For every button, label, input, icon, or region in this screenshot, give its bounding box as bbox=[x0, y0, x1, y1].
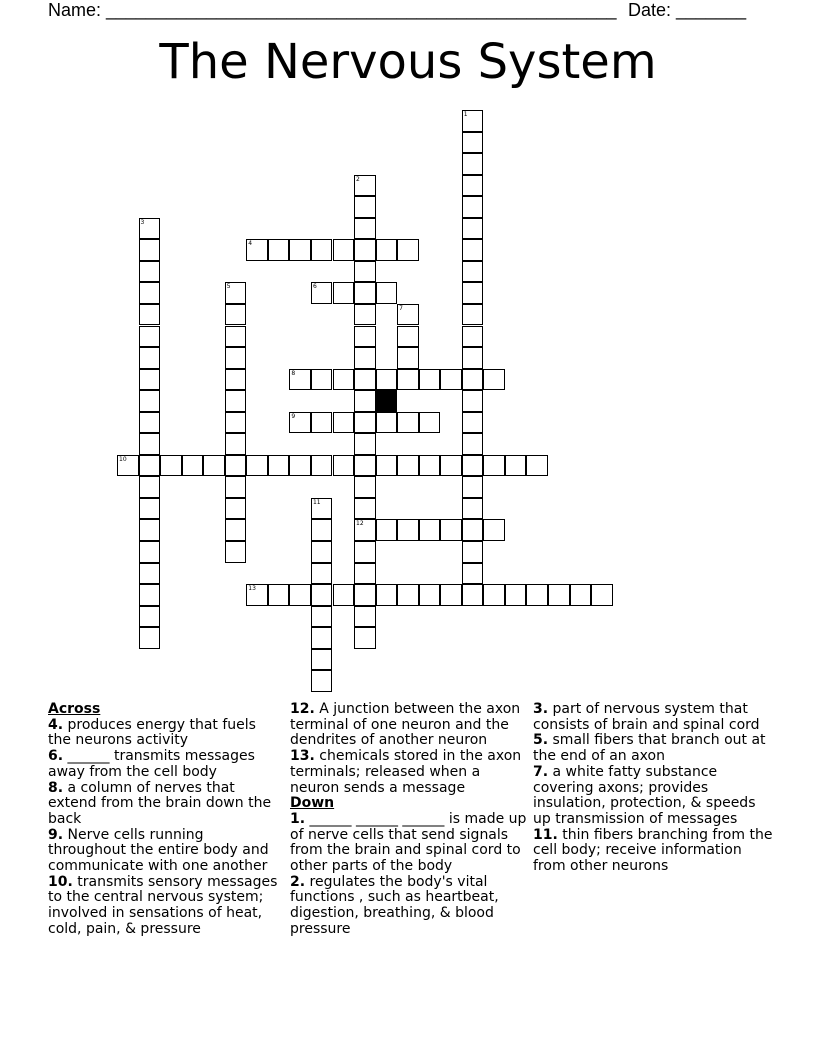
clue-across-13: 13. chemicals stored in the axon terminals; released when a neuron sends a message bbox=[290, 748, 522, 796]
grid-cell[interactable] bbox=[139, 239, 161, 261]
grid-cell[interactable] bbox=[333, 369, 355, 391]
grid-cell[interactable] bbox=[139, 261, 161, 283]
grid-cell[interactable] bbox=[462, 175, 484, 197]
grid-cell[interactable] bbox=[483, 369, 505, 391]
grid-cell[interactable] bbox=[397, 239, 419, 261]
grid-cell[interactable] bbox=[139, 390, 161, 412]
grid-cell[interactable] bbox=[311, 519, 333, 541]
grid-cell[interactable] bbox=[354, 412, 376, 434]
grid-cell[interactable] bbox=[225, 433, 247, 455]
clue-number: 9 bbox=[291, 412, 296, 420]
clue-across-10: 10. transmits sensory messages to the central nervous system; involved in sensations of heat, cold, pain, & pressure bbox=[48, 873, 278, 937]
grid-cell[interactable] bbox=[419, 369, 441, 391]
grid-cell[interactable] bbox=[462, 584, 484, 606]
grid-cell[interactable] bbox=[268, 455, 290, 477]
grid-cell[interactable] bbox=[225, 541, 247, 563]
down-heading: Down bbox=[290, 795, 335, 812]
black-cell bbox=[376, 390, 398, 412]
grid-cell[interactable] bbox=[397, 347, 419, 369]
grid-cell[interactable] bbox=[526, 455, 548, 477]
grid-cell[interactable] bbox=[225, 498, 247, 520]
grid-cell[interactable] bbox=[225, 455, 247, 477]
across-heading: Across bbox=[48, 701, 101, 717]
grid-cell[interactable] bbox=[354, 369, 376, 391]
clue-across-12: 12. A junction between the axon terminal of one neuron and the dendrites of another neuron bbox=[290, 701, 521, 749]
grid-cell[interactable] bbox=[376, 369, 398, 391]
grid-cell[interactable] bbox=[462, 563, 484, 585]
clue-number: 12 bbox=[356, 520, 364, 528]
clue-down-2: 2. regulates the body's vital functions , such as heartbeat, digestion, breathing, & blood pressure bbox=[290, 873, 499, 937]
grid-cell[interactable] bbox=[139, 541, 161, 563]
grid-cell[interactable] bbox=[462, 541, 484, 563]
grid-cell[interactable] bbox=[462, 476, 484, 498]
clue-number: 4 bbox=[248, 240, 253, 248]
grid-cell[interactable] bbox=[311, 455, 333, 477]
clue-number: 6 bbox=[312, 283, 317, 291]
grid-cell[interactable] bbox=[354, 239, 376, 261]
grid-cell[interactable] bbox=[462, 218, 484, 240]
grid-cell[interactable] bbox=[354, 584, 376, 606]
grid-cell[interactable] bbox=[139, 476, 161, 498]
grid-cell[interactable] bbox=[462, 412, 484, 434]
grid-cell[interactable] bbox=[354, 433, 376, 455]
grid-cell[interactable] bbox=[462, 239, 484, 261]
grid-cell[interactable] bbox=[246, 455, 268, 477]
clue-down-5: 5. small fibers that branch out at the end of an axon bbox=[533, 732, 766, 765]
grid-cell[interactable] bbox=[397, 369, 419, 391]
name-field[interactable]: Name: ___________________________________________________ bbox=[48, 0, 617, 20]
grid-cell[interactable] bbox=[139, 519, 161, 541]
clue-number: 13 bbox=[248, 585, 256, 593]
grid-cell[interactable] bbox=[462, 261, 484, 283]
grid-cell[interactable] bbox=[182, 455, 204, 477]
grid-cell[interactable] bbox=[462, 347, 484, 369]
grid-cell[interactable] bbox=[376, 519, 398, 541]
clue-across-6: 6. ______ transmits messages away from the cell body bbox=[48, 748, 255, 780]
grid-cell[interactable] bbox=[311, 670, 333, 692]
grid-cell[interactable] bbox=[419, 519, 441, 541]
grid-cell[interactable] bbox=[354, 196, 376, 218]
page-title: The Nervous System bbox=[159, 34, 657, 90]
clue-number: 8 bbox=[291, 369, 296, 377]
clue-number: 2 bbox=[356, 175, 360, 183]
grid-cell[interactable] bbox=[225, 326, 247, 348]
grid-cell[interactable] bbox=[311, 369, 333, 391]
grid-cell[interactable] bbox=[139, 282, 161, 304]
grid-cell[interactable] bbox=[376, 282, 398, 304]
grid-cell[interactable] bbox=[354, 563, 376, 585]
grid-cell[interactable] bbox=[225, 476, 247, 498]
grid-cell[interactable] bbox=[333, 584, 355, 606]
grid-cell[interactable] bbox=[311, 239, 333, 261]
grid-cell[interactable] bbox=[289, 239, 311, 261]
grid-cell[interactable] bbox=[440, 369, 462, 391]
grid-cell[interactable] bbox=[548, 584, 570, 606]
grid-cell[interactable] bbox=[570, 584, 592, 606]
grid-cell[interactable] bbox=[462, 498, 484, 520]
grid-cell[interactable] bbox=[139, 412, 161, 434]
clues-column-3 bbox=[533, 702, 773, 875]
grid-cell[interactable] bbox=[440, 584, 462, 606]
grid-cell[interactable] bbox=[268, 239, 290, 261]
grid-cell[interactable] bbox=[225, 519, 247, 541]
grid-cell[interactable] bbox=[376, 239, 398, 261]
grid-cell[interactable] bbox=[354, 218, 376, 240]
grid-cell[interactable] bbox=[462, 304, 484, 326]
grid-cell[interactable] bbox=[139, 304, 161, 326]
grid-cell[interactable] bbox=[462, 390, 484, 412]
grid-cell[interactable] bbox=[462, 369, 484, 391]
grid-cell[interactable] bbox=[139, 369, 161, 391]
grid-cell[interactable] bbox=[419, 584, 441, 606]
grid-cell[interactable] bbox=[354, 476, 376, 498]
grid-cell[interactable] bbox=[354, 627, 376, 649]
grid-cell[interactable] bbox=[139, 455, 161, 477]
grid-cell[interactable] bbox=[526, 584, 548, 606]
grid-cell[interactable] bbox=[333, 239, 355, 261]
grid-cell[interactable] bbox=[160, 455, 182, 477]
clue-down-1: 1. ______ ______ ______ is made up of nerve cells that send signals from the brain and spinal cord to other parts of the body bbox=[290, 810, 527, 875]
grid-cell[interactable] bbox=[139, 563, 161, 585]
clue-number: 3 bbox=[140, 218, 145, 226]
grid-cell[interactable] bbox=[505, 584, 527, 606]
grid-cell[interactable] bbox=[311, 649, 333, 671]
clues-column-1 bbox=[48, 702, 280, 938]
grid-cell[interactable] bbox=[397, 584, 419, 606]
grid-cell[interactable] bbox=[311, 627, 333, 649]
grid-cell[interactable] bbox=[462, 519, 484, 541]
grid-cell[interactable] bbox=[354, 261, 376, 283]
grid-cell[interactable] bbox=[462, 132, 484, 154]
grid-cell[interactable] bbox=[311, 563, 333, 585]
grid-cell[interactable] bbox=[311, 412, 333, 434]
grid-cell[interactable] bbox=[139, 347, 161, 369]
clue-across-4: 4. produces energy that fuels the neurons activity bbox=[48, 716, 256, 749]
clues-column-2 bbox=[290, 702, 527, 938]
grid-cell[interactable] bbox=[333, 282, 355, 304]
grid-cell[interactable] bbox=[462, 433, 484, 455]
grid-cell[interactable] bbox=[289, 455, 311, 477]
clue-number: 1 bbox=[463, 111, 468, 118]
grid-cell[interactable] bbox=[225, 304, 247, 326]
grid-cell[interactable] bbox=[462, 153, 484, 175]
grid-cell[interactable] bbox=[483, 519, 505, 541]
grid-cell[interactable] bbox=[354, 282, 376, 304]
grid-cell[interactable] bbox=[376, 412, 398, 434]
grid-cell[interactable] bbox=[462, 196, 484, 218]
grid-cell[interactable] bbox=[333, 455, 355, 477]
grid-cell[interactable] bbox=[225, 390, 247, 412]
grid-cell[interactable] bbox=[139, 627, 161, 649]
grid-cell[interactable] bbox=[483, 584, 505, 606]
grid-cell[interactable] bbox=[419, 455, 441, 477]
clue-down-11: 11. thin fibers branching from the cell body; receive information from other neurons bbox=[533, 826, 773, 875]
grid-cell[interactable] bbox=[354, 326, 376, 348]
grid-cell[interactable] bbox=[311, 541, 333, 563]
grid-cell[interactable] bbox=[225, 412, 247, 434]
grid-cell[interactable] bbox=[354, 498, 376, 520]
grid-cell[interactable] bbox=[139, 326, 161, 348]
grid-cell[interactable] bbox=[203, 455, 225, 477]
date-field[interactable]: Date: _______ bbox=[628, 0, 747, 20]
clue-across-9: 9. Nerve cells running throughout the entire body and communicate with one another bbox=[48, 826, 269, 875]
grid-cell[interactable] bbox=[397, 412, 419, 434]
clue-across-8: 8. a column of nerves that extend from the brain down the back bbox=[48, 779, 272, 827]
grid-cell[interactable] bbox=[354, 541, 376, 563]
grid-cell[interactable] bbox=[225, 347, 247, 369]
grid-cell[interactable] bbox=[139, 584, 161, 606]
clue-number: 5 bbox=[226, 283, 231, 291]
grid-cell[interactable] bbox=[139, 606, 161, 628]
grid-cell[interactable] bbox=[354, 606, 376, 628]
grid-cell[interactable] bbox=[505, 455, 527, 477]
grid-cell[interactable] bbox=[333, 412, 355, 434]
clue-number: 7 bbox=[399, 304, 403, 312]
grid-cell[interactable] bbox=[591, 584, 613, 606]
grid-cell[interactable] bbox=[354, 304, 376, 326]
grid-cell[interactable] bbox=[419, 412, 441, 434]
grid-cell[interactable] bbox=[397, 326, 419, 348]
grid-cell[interactable] bbox=[397, 519, 419, 541]
grid-cell[interactable] bbox=[354, 390, 376, 412]
grid-cell[interactable] bbox=[354, 455, 376, 477]
clue-number: 11 bbox=[312, 498, 321, 506]
grid-cell[interactable] bbox=[440, 519, 462, 541]
grid-cell[interactable] bbox=[462, 326, 484, 348]
grid-cell[interactable] bbox=[462, 282, 484, 304]
grid-cell[interactable] bbox=[225, 369, 247, 391]
grid-cell[interactable] bbox=[397, 455, 419, 477]
grid-cell[interactable] bbox=[354, 347, 376, 369]
grid-cell[interactable] bbox=[311, 584, 333, 606]
grid-cell[interactable] bbox=[483, 455, 505, 477]
clue-down-3: 3. part of nervous system that consists of brain and spinal cord bbox=[533, 701, 760, 733]
grid-cell[interactable] bbox=[289, 584, 311, 606]
clue-down-7: 7. a white fatty substance covering axons; provides insulation, protection, & speeds up transmission of messages bbox=[533, 763, 756, 827]
grid-cell[interactable] bbox=[376, 584, 398, 606]
grid-cell[interactable] bbox=[268, 584, 290, 606]
grid-cell[interactable] bbox=[139, 498, 161, 520]
grid-cell[interactable] bbox=[440, 455, 462, 477]
grid-cell[interactable] bbox=[139, 433, 161, 455]
grid-cell[interactable] bbox=[462, 455, 484, 477]
grid-cell[interactable] bbox=[311, 606, 333, 628]
clue-number: 10 bbox=[119, 455, 127, 463]
grid-cell[interactable] bbox=[376, 455, 398, 477]
